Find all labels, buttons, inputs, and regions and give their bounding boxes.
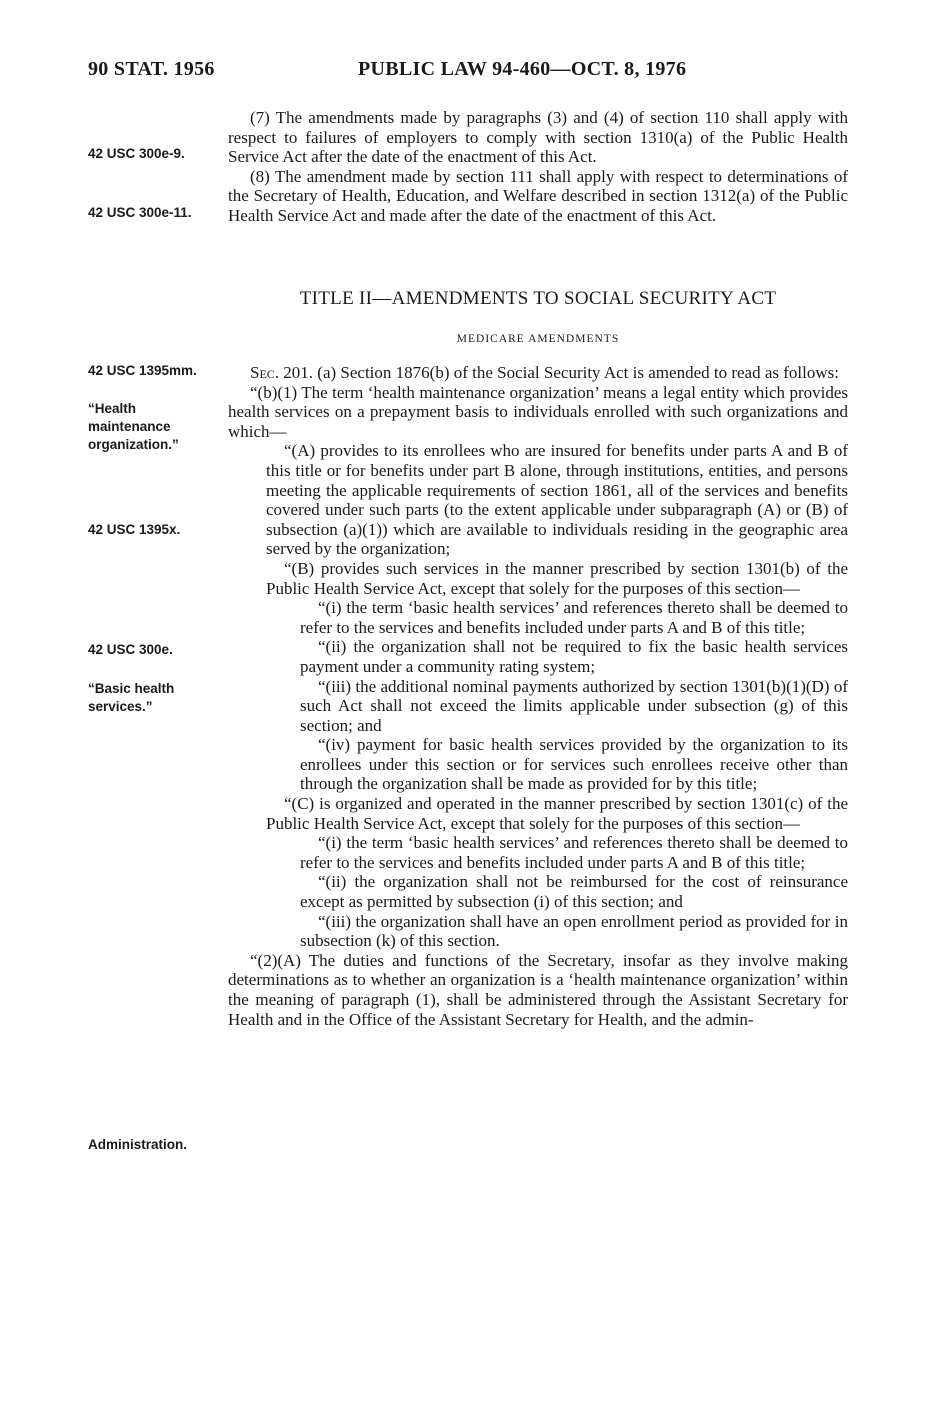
margin-note-1395mm: 42 USC 1395mm. bbox=[88, 363, 197, 378]
page-stat-number: 90 STAT. 1956 bbox=[88, 58, 215, 80]
paragraph-7: (7) The amendments made by paragraphs (3) and (4) of section 110 shall apply with respect to failures of employers to comply with section 1310(a) of the Public Health Service Act after the date of the enactment of this Act. bbox=[228, 108, 848, 167]
clause-A: “(A) provides to its enrollees who are insured for benefits under parts A and B of this title or for benefits under part B alone, through institutions, entities, and persons meeting the applicable requirements of section 1861, all of the services and benefits covered under such parts (to the extent applicable under subparagraph (A) or (B) of subsection (a)(1)) which are available to individuals residing in the geographic area served by the organization; bbox=[266, 441, 848, 559]
sec-label: Sec. bbox=[250, 363, 280, 382]
clause-B-iii: “(iii) the additional nominal payments authorized by section 1301(b)(1)(D) of such Act shall not exceed the limits applicable under subsection (g) of this section; and bbox=[300, 676, 848, 735]
margin-note-1395x: 42 USC 1395x. bbox=[88, 522, 181, 537]
margin-note-administration: Administration. bbox=[88, 1137, 188, 1152]
clause-B-i: “(i) the term ‘basic health services’ and references thereto shall be deemed to refer to the services and benefits included under parts A and B of this title; bbox=[300, 598, 848, 637]
clause-B: “(B) provides such services in the manner prescribed by section 1301(b) of the Public Health Service Act, except that solely for the purposes of this section— bbox=[266, 558, 848, 598]
sec-201-intro bbox=[228, 363, 848, 383]
clause-2A: “(2)(A) The duties and functions of the Secretary, insofar as they involve making determinations as to whether an organization is a ‘health maintenance organization’ within the meaning of paragraph (1), shall be administered through the Assistant Secretary for Health and in the Office of the Assistant Secretary for Health, and the admin- bbox=[228, 950, 848, 1029]
sec-201-text: 201. (a) Section 1876(b) of the Social Security Act is amended to read as follows: bbox=[283, 363, 839, 382]
margin-note-basic-health-services: “Basic health services.” bbox=[88, 681, 175, 714]
clause-C: “(C) is organized and operated in the manner prescribed by section 1301(c) of the Public Health Service Act, except that solely for the purposes of this section— bbox=[266, 794, 848, 833]
clause-C-i: “(i) the term ‘basic health services’ and references thereto shall be deemed to refer to the services and benefits included under parts A and B of this title; bbox=[300, 833, 848, 872]
clause-C-ii: “(ii) the organization shall not be reimbursed for the cost of reinsurance except as permitted by subsection (i) of this section; and bbox=[300, 872, 848, 912]
section-201-body bbox=[228, 363, 848, 1029]
clause-B-ii: “(ii) the organization shall not be required to fix the basic health services payment under a community rating system; bbox=[300, 637, 848, 676]
top-paragraphs bbox=[228, 108, 848, 226]
margin-note-300e-9: 42 USC 300e-9. bbox=[88, 146, 185, 161]
margin-note-hmo-definition: “Health maintenance organization.” bbox=[88, 401, 179, 452]
medicare-amendments-subheading: MEDICARE AMENDMENTS bbox=[456, 333, 620, 345]
clause-C-iii: “(iii) the organization shall have an open enrollment period as provided for in subsection (k) of this section. bbox=[300, 911, 848, 951]
margin-note-300e-11: 42 USC 300e-11. bbox=[88, 205, 192, 220]
paragraph-8: (8) The amendment made by section 111 shall apply with respect to determinations of the Secretary of Health, Education, and Welfare described in section 1312(a) of the Public Health Service Act and made after the date of the enactment of this Act. bbox=[228, 166, 848, 225]
margin-note-300e: 42 USC 300e. bbox=[88, 642, 173, 657]
clause-b1: “(b)(1) The term ‘health maintenance organization’ means a legal entity which provides health services on a prepayment basis to individuals enrolled with such organizations and which— bbox=[228, 382, 848, 441]
running-header: PUBLIC LAW 94-460—OCT. 8, 1976 bbox=[358, 58, 687, 80]
title-ii-heading: TITLE II—AMENDMENTS TO SOCIAL SECURITY ACT bbox=[299, 288, 777, 309]
clause-B-iv: “(iv) payment for basic health services provided by the organization to its enrollees under this section or for services such enrollees receive other than through the organization shall be made as provided for by this title; bbox=[300, 735, 848, 794]
